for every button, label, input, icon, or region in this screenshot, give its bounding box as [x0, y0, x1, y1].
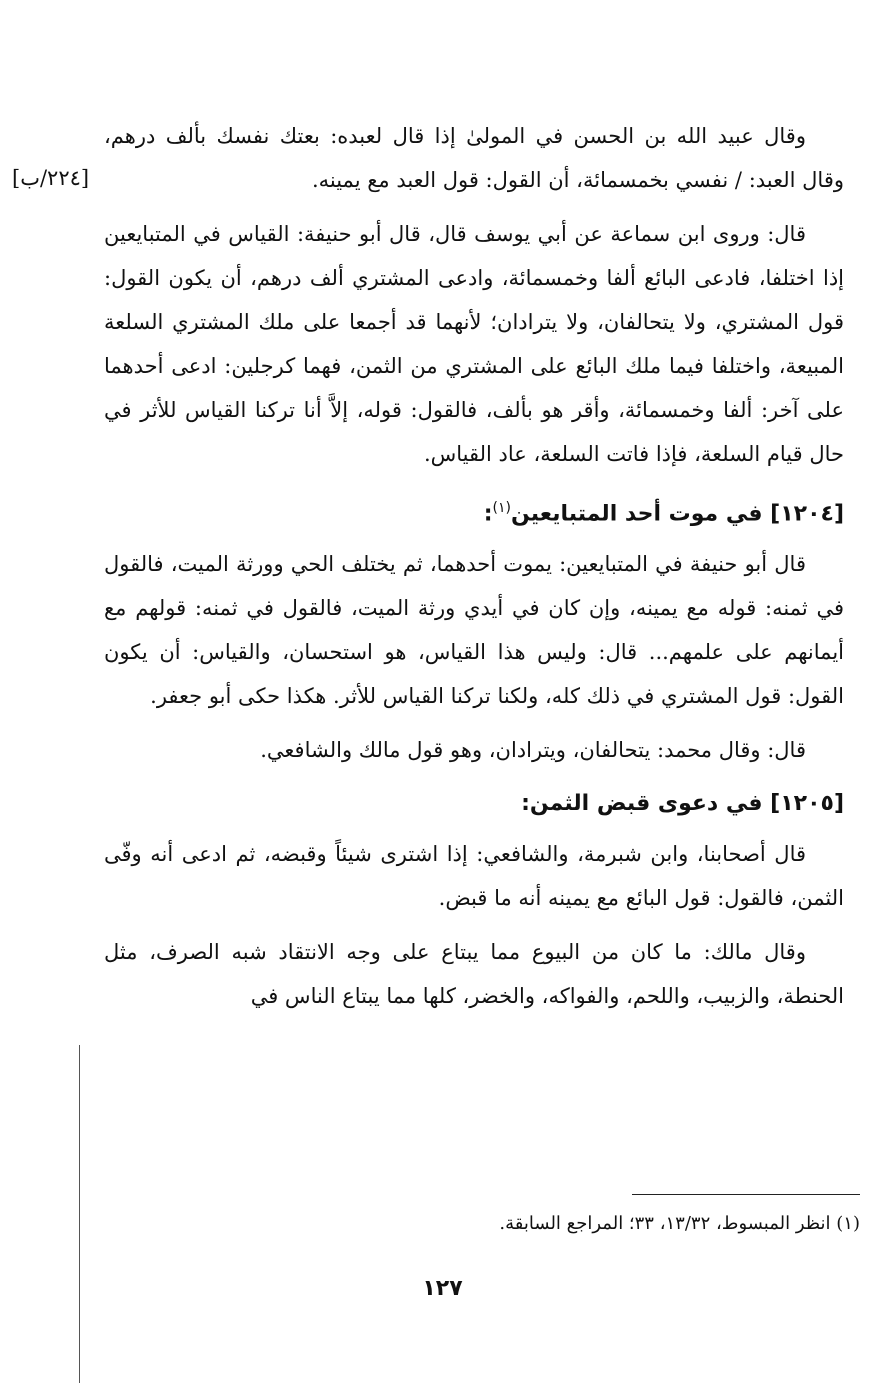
paragraph-intro-2: قال: وروى ابن سماعة عن أبي يوسف قال، قال أبو حنيفة: القياس في المتبايعين إذا اختلفا، فادعى البائع ألفا وخمسمائة، وادعى المشتري ألف درهم، أن يكون القول: قول المشتري، ولا يتحالفان، ولا يترادان؛ لأنهما قد أجمعا على ملك المشتري السلعة المبيعة، واختلفا فيما ملك البائع على المشتري من الثمن، فهما كرجلين: ادعى أحدهما على آخر: ألفا وخمسمائة، وأقر هو بألف، فالقول: قوله، إلاَّ أنا تركنا القياس للأثر في حال قيام السلعة، فإذا فاتت السلعة، عاد القياس.: [104, 222, 844, 466]
main-text-block: [104, 114, 844, 1018]
footnote-separator: [632, 1194, 860, 1195]
footnote-reference-mark[interactable]: (١): [492, 500, 511, 516]
paragraph-1205-2: وقال مالك: ما كان من البيوع مما يبتاع على وجه الانتقاد شبه الصرف، مثل الحنطة، والزبيب، واللحم، والفواكه، والخضر، كلها مما يبتاع الناس في: [104, 940, 844, 1009]
paragraph-1205-1: قال أصحابنا، وابن شبرمة، والشافعي: إذا اشترى شيئاً وقبضه، ثم ادعى أنه وفّى الثمن، فالقول: قول البائع مع يمينه أنه ما قبض.: [104, 842, 844, 911]
section-heading-1204-colon: :: [483, 501, 493, 527]
section-heading-1204: [104, 484, 844, 538]
paragraph-1204-2: قال: وقال محمد: يتحالفان، ويترادان، وهو قول مالك والشافعي.: [260, 738, 806, 763]
paragraph-1204-1: قال أبو حنيفة في المتبايعين: يموت أحدهما، ثم يختلف الحي وورثة الميت، فالقول في ثمنه: قوله مع يمينه، وإن كان في أيدي ورثة الميت، فالقول في ثمنه: قولهم مع أيمانهم على علمهم... قال: وليس هذا القياس، هو استحسان، والقياس: أن يكون القول: قول المشتري في ذلك كله، ولكنا تركنا القياس للأثر. هكذا حكى أبو جعفر.: [104, 552, 844, 709]
page-number: ١٢٧: [422, 1276, 463, 1301]
paragraph-intro-1: وقال عبيد الله بن الحسن في المولىٰ إذا قال لعبده: بعتك نفسك بألف درهم، وقال العبد: / نفسي بخمسمائة، أن القول: قول العبد مع يمينه.: [104, 124, 844, 192]
footnote-text: (١) انظر المبسوط، ١٣/٣٢، ٣٣؛ المراجع السابقة.: [499, 1213, 860, 1234]
section-heading-1205: [١٢٠٥] في دعوى قبض الثمن:: [521, 791, 844, 817]
section-heading-1204-text: [١٢٠٤] في موت أحد المتبايعين: [511, 501, 844, 527]
manuscript-folio-marker: [٢٢٤/ب]: [12, 166, 90, 190]
margin-vertical-rule: [79, 1045, 80, 1383]
